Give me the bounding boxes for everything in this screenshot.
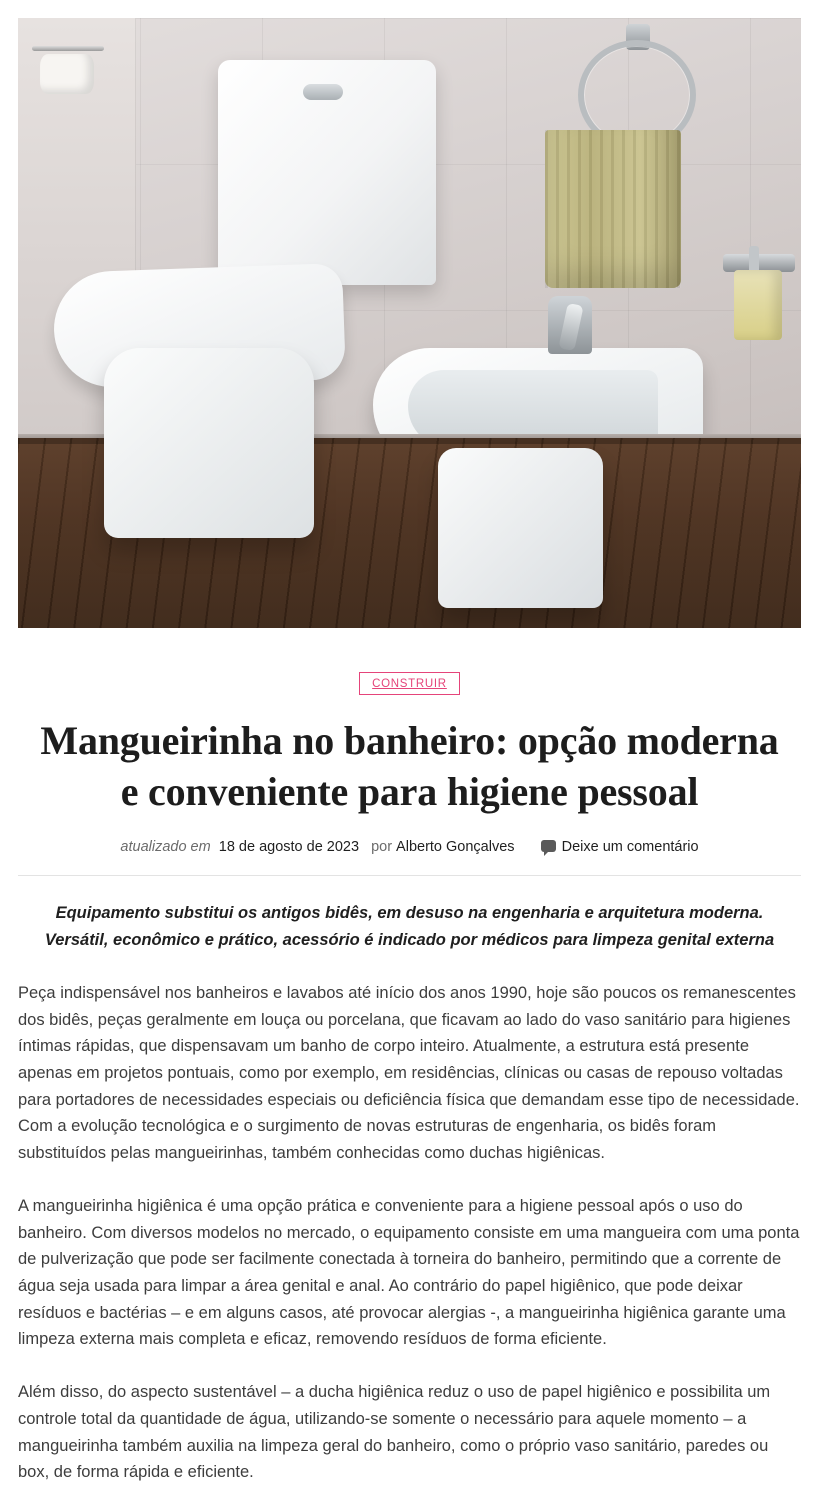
- hero-image-container: [0, 0, 819, 628]
- article-paragraph-3: Além disso, do aspecto sustentável – a ducha higiênica reduz o uso de papel higiênico e possibilita um controle total da quantidade de água, utilizando-se somente o necessário para aquele momento – a mangueirinha também auxilia na limpeza geral do banheiro, como o próprio vaso sanitário, paredes ou box, de forma rápida e eficiente.: [18, 1383, 771, 1482]
- article-lead: Equipamento substitui os antigos bidês, em desuso na engenharia e arquitetura moderna. Versátil, econômico e prático, acessório é indicado por médicos para limpeza genital externa: [44, 904, 775, 950]
- leave-comment-link[interactable]: Deixe um comentário: [561, 839, 699, 856]
- soap-dispenser-bottle: [734, 270, 782, 340]
- author-link[interactable]: Alberto Gonçalves: [396, 839, 515, 856]
- toilet-paper-holder-bar-icon: [32, 46, 104, 51]
- hanging-towel: [545, 130, 681, 288]
- toilet-paper-roll: [40, 54, 94, 94]
- meta-divider: [18, 875, 801, 876]
- article-meta: [0, 839, 819, 855]
- article-paragraph-2: A mangueirinha higiênica é uma opção prática e conveniente para a higiene pessoal após o uso do banheiro. Com diversos modelos no mercado, o equipamento consiste em uma mangueira com uma ponta de pulverização que pode ser facilmente conectada à torneira do banheiro, permitindo que a corrente de água seja usada para limpar a área genital e anal. Ao contrário do papel higiênico, que pode deixar resíduos e bactérias – e em alguns casos, até provocar alergias -, a mangueirinha higiênica garante uma limpeza externa mais completa e eficaz, removendo resíduos de forma eficiente.: [18, 1196, 800, 1349]
- toilet-flush-button: [303, 84, 343, 100]
- page-title: Mangueirinha no banheiro: opção moderna e conveniente para higiene pessoal: [40, 718, 779, 815]
- toilet-bowl: [104, 348, 314, 538]
- category-badge[interactable]: CONSTRUIR: [359, 672, 460, 695]
- article-hero-image: [18, 18, 801, 628]
- comment-bubble-icon: [541, 840, 556, 852]
- category-container: [0, 672, 819, 695]
- publish-date[interactable]: 18 de agosto de 2023: [218, 839, 360, 856]
- bidet-pedestal: [438, 448, 603, 608]
- updated-label: atualizado em: [120, 839, 211, 856]
- article-body: [0, 900, 819, 1486]
- by-label: por: [371, 839, 393, 856]
- article-paragraph-1: Peça indispensável nos banheiros e lavabos até início dos anos 1990, hoje são poucos os remanescentes dos bidês, peças geralmente em louça ou porcelana, que ficavam ao lado do vaso sanitário para higienes íntimas rápidas, que dispensavam um banho de corpo inteiro. Atualmente, a estrutura está presente apenas em projetos pontuais, como por exemplo, em residências, clínicas ou casas de repouso voltadas para portadores de necessidades especiais ou deficiência física que demandam esse tipo de necessidade. Com a evolução tecnológica e o surgimento de novas estruturas de engenharia, os bidês foram substituídos pelas mangueirinhas, também conhecidas como duchas higiênicas.: [18, 983, 800, 1163]
